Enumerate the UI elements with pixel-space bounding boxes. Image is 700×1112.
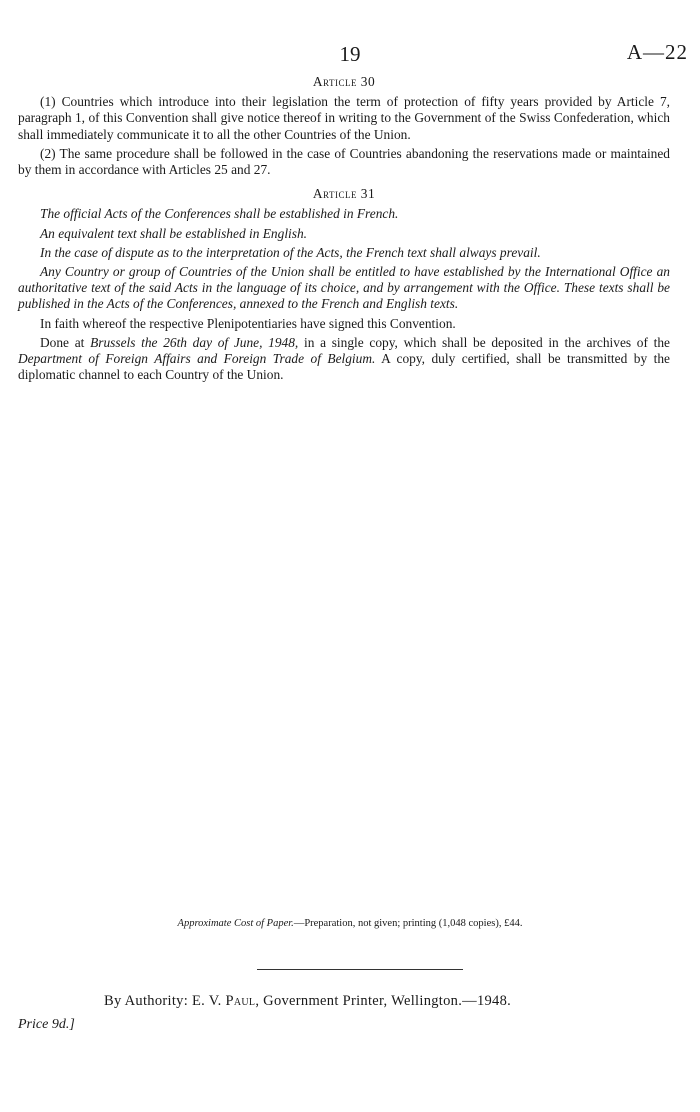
article-31-paragraph-4: Any Country or group of Countries of the Union shall be entitled to have established by the International Office an authoritative text of the said Acts in the language of its choice, and by arrangement with the Office. These texts shall be published in the Acts of the Conferences, annexed to the French and English texts.	[18, 264, 670, 312]
authority-line	[104, 993, 511, 1010]
authority-suffix: Government Printer, Wellington.—1948.	[259, 993, 512, 1009]
article-31-paragraph-1: The official Acts of the Conferences shall be established in French.	[40, 206, 399, 222]
done-place-date: Brussels the 26th day of June, 1948,	[90, 334, 299, 350]
done-department: Department of Foreign Affairs and Foreign Trade of Belgium.	[18, 351, 376, 367]
cost-note	[0, 918, 700, 929]
document-code: A—22	[626, 40, 688, 64]
cost-text: —Preparation, not given; printing (1,048 copies), £44.	[293, 918, 523, 929]
cost-label: Approximate Cost of Paper.	[177, 918, 294, 929]
done-post: A copy, duly certified, shall be transmitted by the diplomatic channel to each Country of the Union.	[18, 351, 670, 383]
authority-prefix: By Authority:	[104, 993, 192, 1009]
article-31-paragraph-2: An equivalent text shall be established in English.	[40, 225, 308, 241]
authority-name: E. V. Paul,	[192, 993, 260, 1009]
body-text	[18, 74, 670, 386]
done-pre: Done at	[40, 334, 91, 350]
signature-statement: In faith whereof the respective Plenipotentiaries have signed this Convention.	[40, 315, 456, 331]
article-30-paragraph-2: (2) The same procedure shall be followed in the case of Countries abandoning the reservations made or maintained by them in accordance with Articles 25 and 27.	[18, 145, 670, 178]
done-mid: in a single copy, which shall be deposited in the archives of the	[298, 334, 671, 350]
article-31-heading: Article 31	[312, 186, 376, 202]
article-31-paragraph-3: In the case of dispute as to the interpretation of the Acts, the French text shall always prevail.	[40, 244, 541, 260]
divider	[257, 969, 463, 970]
price: Price 9d.]	[18, 1017, 75, 1032]
article-30-paragraph-1: (1) Countries which introduce into their legislation the term of protection of fifty years provided by Article 7, paragraph 1, of this Convention shall give notice thereof in writing to the Government of the Swiss Confederation, which shall immediately communicate it to all the other Countries of the Union.	[18, 94, 670, 142]
article-30-heading: Article 30	[312, 74, 376, 89]
page-number: 19	[339, 42, 361, 66]
done-at-paragraph	[18, 335, 670, 384]
